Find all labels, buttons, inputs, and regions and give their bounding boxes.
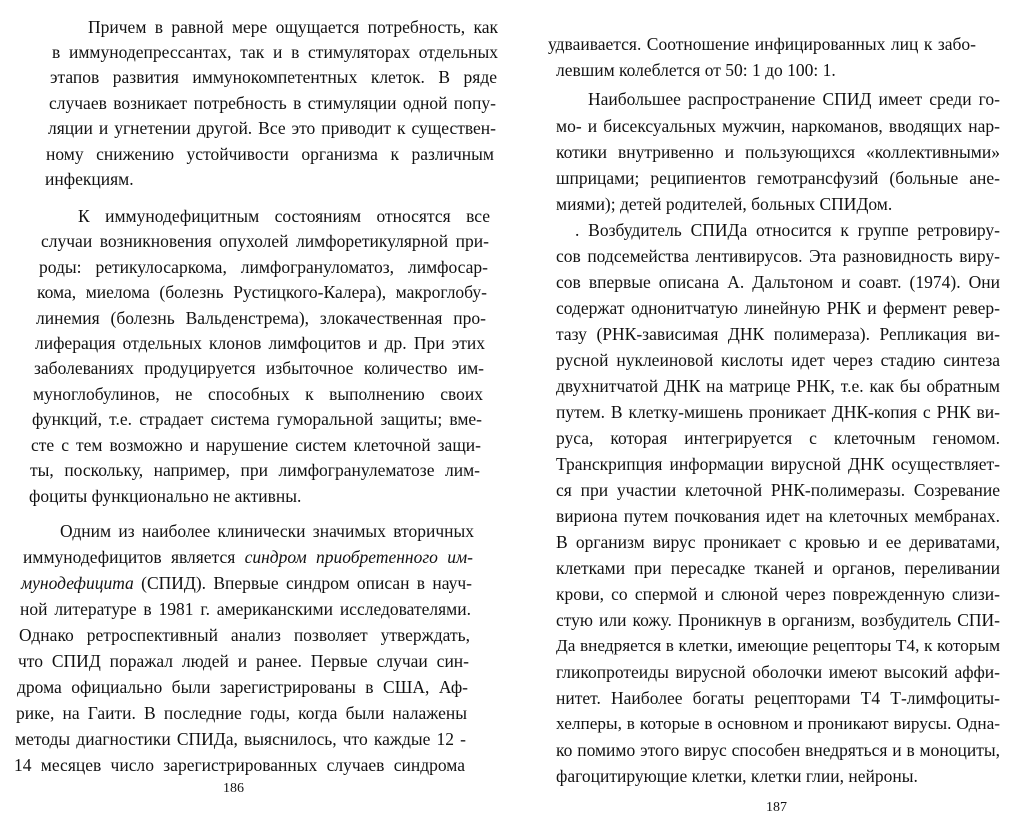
page-number: 186 — [223, 781, 244, 796]
text-line: ко помимо этого вирус способен внедряться и в моноциты, — [556, 740, 1000, 760]
text-line: линемия (болезнь Вальденстрема), злокачественная про- — [36, 308, 486, 328]
text-line: Однако ретроспективный анализ позволяет утверждать, — [19, 625, 470, 645]
text-line: мо- и бисексуальных мужчин, наркоманов, вводящих нар- — [556, 116, 1000, 136]
text-line: Наибольшее распространение СПИД имеет среди го- — [588, 89, 1000, 109]
text-line: тазу (РНК-зависимая ДНК полимераза). Репликация ви- — [556, 324, 1000, 344]
text-line: крови, со спермой и слюной через поврежденную слизи- — [556, 584, 1000, 604]
text-line: случаи возникновения опухолей лимфоретикулярной при- — [41, 231, 489, 251]
text-line: фоциты функционально не активны. — [29, 486, 302, 506]
text-line: стую или кожу. Проникнув в организм, возбудитель СПИ- — [556, 610, 1000, 630]
text-line: Транскрипция информации вирусной ДНК осуществляет- — [556, 454, 1000, 474]
text-line: муноглобулинов, не способных к выполнению своих — [33, 384, 483, 404]
text-line: функций, т.е. страдает система гуморальной защиты; вме- — [32, 409, 482, 429]
text-segment: иммунодефицитов является — [23, 547, 245, 567]
text-line: удваивается. Соотношение инфицированных лиц к забо- — [548, 34, 976, 54]
text-line: Причем в равной мере ощущается потребность, как — [88, 17, 498, 37]
text-line: гликопротеиды вирусной оболочки имеют высокий аффи- — [556, 662, 1000, 682]
text-line: ся при участии клеточной РНК-полимеразы. Созревание — [556, 480, 1000, 500]
text-line: К иммунодефицитным состояниям относятся все — [78, 206, 490, 226]
text-line: методы диагностики СПИДа, выяснилось, что каждые 12 - — [15, 729, 466, 749]
page-number: 187 — [766, 800, 787, 815]
text-line-with-italic — [21, 572, 472, 594]
text-line-with-italic — [23, 546, 473, 568]
text-line: хелперы, в которые в основном и проникают вирусы. Одна- — [556, 714, 1000, 733]
text-line: В организм вирус проникает с кровью и ее дериватами, — [556, 532, 1000, 552]
text-line: сте с тем возможно и нарушение систем клеточной защи- — [31, 435, 481, 455]
text-segment: (СПИД). Впервые синдром описан в науч- — [133, 573, 472, 593]
text-line: лиферация отдельных клонов лимфоцитов и др. При этих — [35, 333, 485, 353]
text-line: кома, миелома (болезнь Рустицкого-Калера), макроглобу- — [37, 282, 487, 302]
text-line: ты, поскольку, например, при лимфогранулематозе лим- — [30, 460, 480, 480]
text-line: роды: ретикулосаркома, лимфогрануломатоз, лимфосар- — [39, 257, 488, 277]
text-line: котики внутривенно и пользующихся «коллективными» — [556, 142, 1000, 162]
italic-term: мунодефицита — [21, 573, 134, 593]
text-line: нитет. Наиболее богаты рецепторами Т4 Т-лимфоциты- — [556, 688, 1000, 708]
text-line: случаев возникает потребность в стимуляции одной попу- — [49, 93, 496, 113]
text-line: миями); детей родителей, больных СПИДом. — [556, 194, 893, 214]
text-line: левшим колеблется от 50: 1 до 100: 1. — [556, 60, 836, 80]
text-line: рике, на Гаити. В последние годы, когда были налажены — [16, 703, 467, 723]
text-line: дрома официально были зарегистрированы в США, Аф- — [17, 677, 468, 697]
text-line: двухнитчатой ДНК на матрице РНК, т.е. как бы обратным — [556, 376, 1000, 396]
text-line: ному снижению устойчивости организма к различным — [46, 144, 494, 164]
text-line: русной нуклеиновой кислоты идет через стадию синтеза — [556, 350, 1000, 370]
text-line: содержат однонитчатую линейную РНК и фермент ревер- — [556, 298, 1000, 318]
text-line: что СПИД поражал людей и ранее. Первые случаи син- — [18, 651, 469, 671]
text-line: 14 месяцев число зарегистрированных случаев синдрома — [14, 755, 465, 775]
text-line: в иммунодепрессантах, так и в стимуляторах отдельных — [52, 42, 498, 62]
text-line: руса, которая интегрируется с клеточным геномом. — [556, 428, 1000, 448]
text-line: путем. В клетку-мишень проникает ДНК-копия с РНК ви- — [556, 402, 1000, 422]
text-line: инфекциям. — [45, 169, 134, 189]
text-line: ляции и угнетении другой. Все это приводит к существен- — [48, 118, 496, 138]
text-line: сов подсемейства лентивирусов. Эта разновидность виру- — [556, 246, 1000, 266]
text-line: сов впервые описана А. Дальтоном и соавт. (1974). Они — [556, 272, 1000, 292]
text-line: этапов развития иммунокомпетентных клеток. В ряде — [50, 67, 497, 87]
text-line: фагоцитирующие клетки, клетки глии, нейроны. — [556, 766, 918, 786]
text-line: . Возбудитель СПИДа относится к группе ретровиру- — [575, 220, 1000, 240]
text-line: шприцами; реципиентов гемотрансфузий (больные ане- — [556, 168, 1000, 188]
text-line: Да внедряется в клетки, имеющие рецепторы Т4, к которым — [556, 636, 1000, 655]
text-line: клетками при пересадке тканей и органов, переливании — [556, 558, 1000, 578]
text-line: вириона путем почкования идет на клеточных мембранах. — [556, 506, 1000, 526]
italic-term: синдром приобретенного им- — [244, 547, 473, 567]
text-line: ной литературе в 1981 г. американскими исследователями. — [20, 599, 471, 619]
text-line: заболеваниях продуцируется избыточное количество им- — [34, 358, 484, 378]
text-line: Одним из наиболее клинически значимых вторичных — [60, 521, 474, 541]
